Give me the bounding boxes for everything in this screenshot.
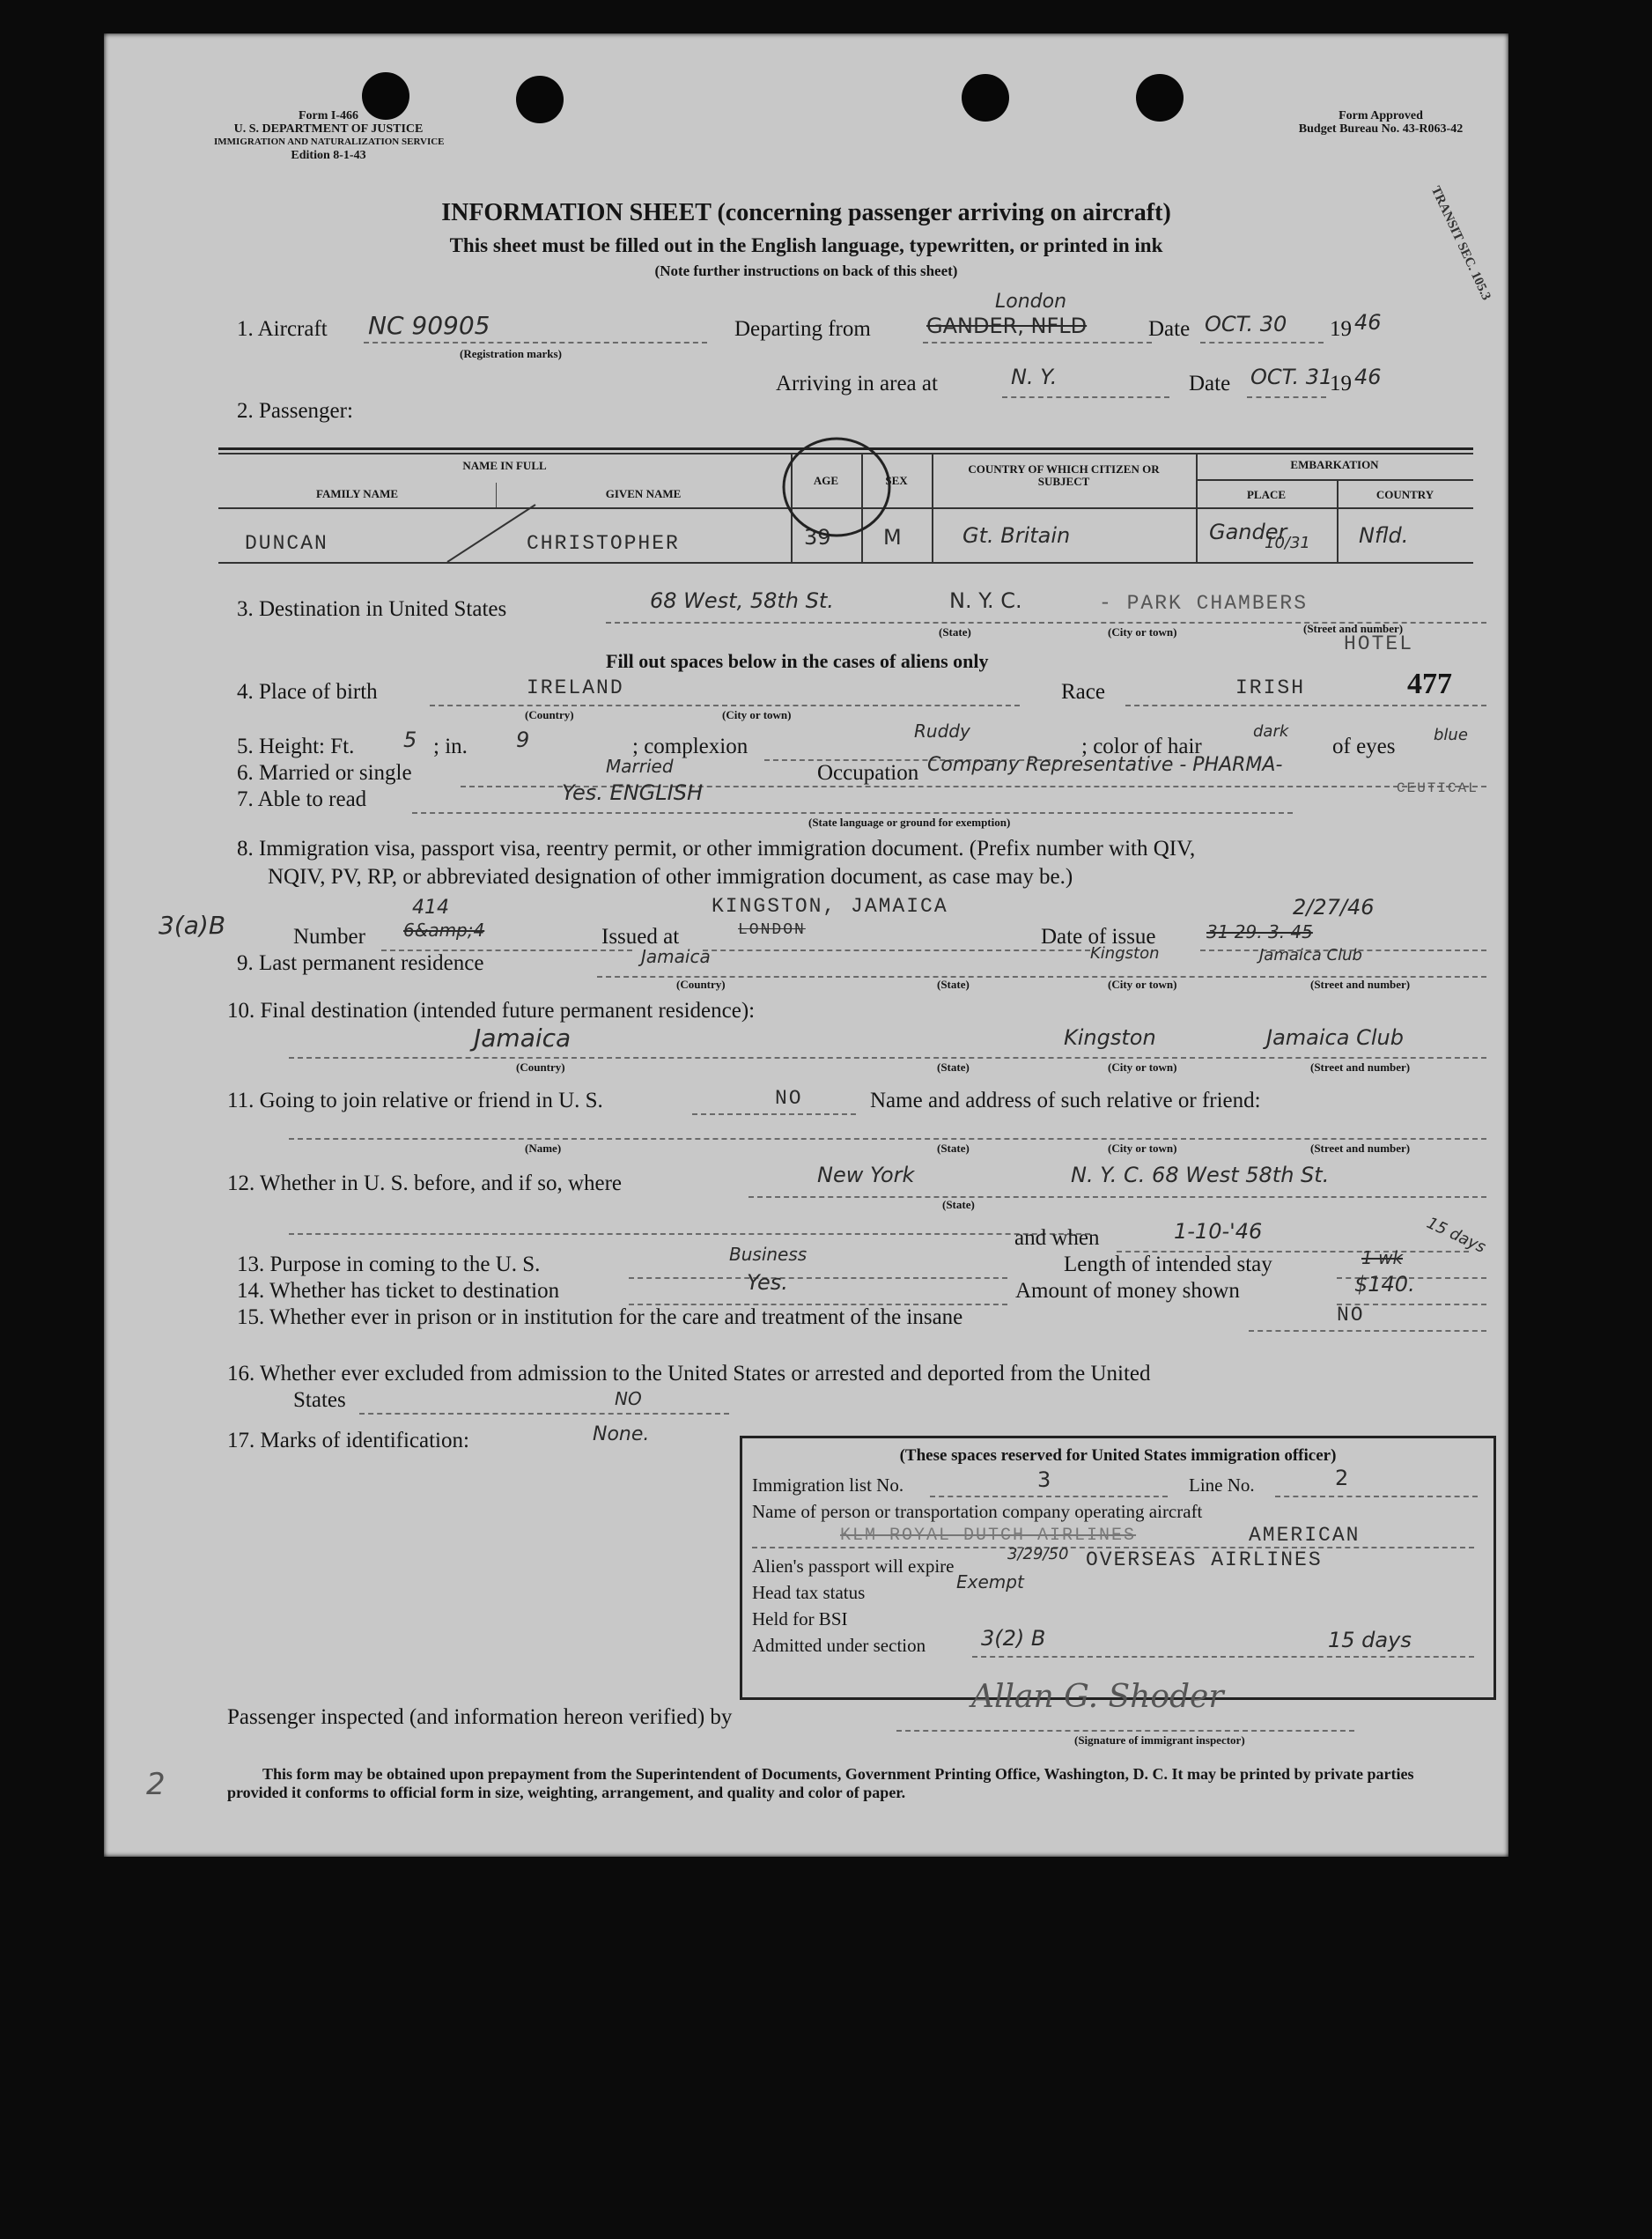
country-caption: (Country) (676, 978, 726, 991)
operator-struck: KLM ROYAL DUTCH AIRLINES (840, 1526, 1137, 1546)
purpose-value: Business (729, 1244, 808, 1265)
circled-mark (773, 421, 905, 553)
given-name-header: GIVEN NAME (605, 487, 682, 500)
read-value: Yes. ENGLISH (562, 780, 703, 805)
embarkation-header: EMBARKATION (1290, 458, 1379, 471)
number-value: 414 (412, 897, 449, 919)
departing-value: GANDER, NFLD (926, 314, 1088, 338)
final-destination-country: Jamaica (474, 1023, 572, 1053)
ticket-value: Yes. (747, 1270, 788, 1295)
previous-visit-address: N. Y. C. 68 West 58th St. (1071, 1163, 1330, 1187)
destination-label: 3. Destination in United States (237, 597, 507, 621)
number-label: Number (293, 925, 365, 949)
destination-city: N. Y. C. (949, 588, 1022, 613)
final-destination-label: 10. Final destination (intended future permanent residence): (227, 999, 756, 1023)
table-rule (218, 562, 1473, 564)
given-name-value: CHRISTOPHER (527, 532, 680, 555)
issued-line (703, 950, 1090, 951)
read-caption: (State language or ground for exemption) (808, 816, 1011, 829)
issued-label: Issued at (601, 925, 680, 949)
inspected-label: Passenger inspected (and information hereon verified) by (227, 1705, 733, 1729)
edition: Edition 8-1-43 (291, 149, 366, 162)
previous-visit-line (749, 1196, 1486, 1198)
inches-label: ; in. (433, 735, 468, 758)
issued-struck: LONDON (738, 921, 806, 939)
admitted-days: 15 days (1328, 1628, 1412, 1652)
join-relative-label: 11. Going to join relative or friend in U. S. (227, 1089, 603, 1112)
prison-value: NO (1337, 1304, 1365, 1326)
prison-line (1249, 1330, 1486, 1332)
admitted-value: 3(2) B (981, 1626, 1046, 1651)
departure-date-label: Date (1148, 317, 1191, 341)
city-caption: (City or town) (1108, 1142, 1177, 1155)
hair-label: ; color of hair (1081, 735, 1202, 758)
excluded-line-1: 16. Whether ever excluded from admission to the United States or arrested and deported from the United (227, 1362, 1151, 1386)
signature-line (896, 1730, 1354, 1732)
arriving-label: Arriving in area at (776, 372, 938, 395)
height-inches: 9 (516, 728, 530, 752)
arrival-date-label: Date (1189, 372, 1231, 395)
stay-label: Length of intended stay (1064, 1253, 1272, 1276)
bsi-label: Held for BSI (752, 1608, 848, 1629)
birth-city-caption: (City or town) (722, 708, 792, 721)
street-caption: (Street and number) (1310, 1142, 1411, 1155)
issue-date: 2/27/46 (1293, 895, 1375, 920)
form-sheet (104, 33, 1508, 1857)
citizenship-header: COUNTRY OF WHICH CITIZEN OR SUBJECT (968, 462, 1160, 488)
birth-country-caption: (Country) (525, 708, 574, 721)
occupation-value: Company Representative - PHARMA- (927, 754, 1283, 776)
list-no-line (930, 1496, 1168, 1497)
state-caption: (State) (937, 1142, 970, 1155)
state-caption: (State) (942, 1198, 975, 1211)
last-residence-label: 9. Last permanent residence (237, 951, 484, 975)
admitted-line (972, 1656, 1474, 1658)
department-header (214, 109, 443, 162)
state-caption: (State) (937, 1060, 970, 1074)
head-tax-value: Exempt (956, 1571, 1024, 1592)
footer-note: This form may be obtained upon prepayment from the Superintendent of Documents, Government Printing Office, Washington, D. C. It may be printed by private parties provided it conforms to official form in size, weighting, arrangement, and quality and color of paper. (227, 1765, 1414, 1801)
departure-year: 46 (1354, 310, 1382, 335)
hair-value: dark (1253, 722, 1289, 741)
identification-label: 17. Marks of identification: (227, 1429, 469, 1452)
list-no-value: 3 (1037, 1467, 1051, 1492)
form-note: (Note further instructions on back of this sheet) (654, 262, 958, 279)
join-relative-value: NO (775, 1087, 803, 1110)
excluded-line-2: States (293, 1388, 346, 1412)
departing-label: Departing from (734, 317, 871, 341)
when-days: 15 days (1423, 1213, 1489, 1258)
birthplace-line (430, 705, 1020, 706)
issue-date-label: Date of issue (1041, 925, 1156, 949)
punch-hole (1136, 74, 1184, 122)
aircraft-line (364, 342, 707, 344)
previous-visit-state: New York (817, 1163, 915, 1187)
arriving-value: N. Y. (1011, 365, 1058, 389)
departure-date-line (1200, 342, 1324, 344)
line-no-value: 2 (1335, 1466, 1349, 1490)
citizenship-value: Gt. Britain (962, 523, 1071, 548)
eyes-value: blue (1434, 726, 1468, 744)
stay-struck: 1 wk (1361, 1247, 1404, 1268)
occupation-continued: CEUTICAL (1397, 780, 1479, 796)
departing-line (923, 342, 1152, 344)
operator-value: AMERICAN (1249, 1524, 1361, 1547)
table-col (932, 453, 933, 562)
destination-street: - PARK CHAMBERS (1099, 592, 1309, 615)
passport-value: 3/29/50 (1007, 1545, 1069, 1563)
prison-label: 15. Whether ever in prison or in institution for the care and treatment of the insane (237, 1305, 963, 1329)
form-subtitle: This sheet must be filled out in the English language, typewritten, or printed in ink (449, 234, 1163, 256)
name-caption: (Name) (525, 1142, 562, 1155)
eyes-label: of eyes (1332, 735, 1396, 758)
marital-value: Married (606, 756, 674, 777)
document-line-2: NQIV, PV, RP, or abbreviated designation of other immigration document, as case may be.) (268, 865, 1073, 889)
arrival-date-line (1247, 396, 1326, 398)
issued-value: KINGSTON, JAMAICA (712, 895, 948, 918)
approval-header (1266, 109, 1495, 136)
officer-box-title: (These spaces reserved for United States immigration officer) (899, 1446, 1337, 1465)
age-value: 39 (804, 525, 831, 550)
line-no-line (1275, 1496, 1478, 1497)
purpose-label: 13. Purpose in coming to the U. S. (237, 1253, 541, 1276)
street-caption: (Street and number) (1303, 622, 1404, 635)
relative-address-line (289, 1138, 1486, 1140)
service: IMMIGRATION AND NATURALIZATION SERVICE (214, 137, 445, 147)
birthplace-country: IRELAND (527, 676, 624, 699)
arrival-date: OCT. 31 (1250, 365, 1333, 389)
complexion-value: Ruddy (914, 720, 970, 742)
check-mark (439, 500, 544, 571)
admitted-label: Admitted under section (752, 1635, 926, 1656)
marital-label: 6. Married or single (237, 761, 412, 785)
place-header: PLACE (1246, 488, 1287, 501)
aircraft-value: NC 90905 (368, 311, 490, 340)
embarkation-country-header: COUNTRY (1375, 488, 1434, 501)
destination-hotel: HOTEL (1344, 632, 1414, 655)
excluded-value: NO (615, 1388, 642, 1409)
relative-address-label: Name and address of such relative or friend: (870, 1089, 1261, 1112)
street-caption: (Street and number) (1310, 978, 1411, 991)
sex-header: SEX (885, 474, 908, 487)
departing-correction: London (995, 291, 1067, 313)
arrival-year: 46 (1354, 365, 1382, 389)
punch-hole (516, 76, 564, 123)
family-name-value: DUNCAN (245, 532, 328, 555)
previous-visit-line-2 (289, 1233, 1090, 1235)
ticket-label: 14. Whether has ticket to destination (237, 1279, 560, 1303)
aliens-only-note: Fill out spaces below in the cases of aliens only (606, 650, 989, 672)
passport-label: Alien's passport will expire (752, 1555, 955, 1577)
embarkation-place-note: 10/31 (1265, 534, 1310, 552)
margin-mark: 2 (146, 1767, 166, 1802)
purpose-line (629, 1277, 1007, 1279)
inspector-signature: Allan G. Shoder (971, 1679, 1224, 1715)
final-destination-street: Jamaica Club (1266, 1025, 1404, 1050)
birthplace-label: 4. Place of birth (237, 680, 378, 704)
embarkation-place: Gander (1209, 520, 1287, 544)
arriving-line (1002, 396, 1169, 398)
race-label: Race (1061, 680, 1105, 704)
city-caption: (City or town) (1108, 625, 1177, 639)
race-code: 477 (1407, 668, 1452, 700)
read-line (412, 812, 1293, 814)
budget-bureau: Budget Bureau No. 43-R063-42 (1298, 122, 1464, 136)
document-line-1: 8. Immigration visa, passport visa, reentry permit, or other immigration document. (Prefix number with QIV, (237, 837, 1196, 861)
state-caption: (State) (939, 625, 971, 639)
previous-visit-label: 12. Whether in U. S. before, and if so, where (227, 1171, 623, 1195)
join-relative-line (692, 1113, 856, 1115)
sex-value: M (883, 525, 902, 550)
signature-caption: (Signature of immigrant inspector) (1074, 1733, 1245, 1747)
operator-value-2: OVERSEAS AIRLINES (1086, 1548, 1323, 1571)
passenger-label: 2. Passenger: (237, 399, 353, 423)
race-line (1125, 705, 1486, 706)
head-tax-label: Head tax status (752, 1582, 866, 1603)
last-residence-country: Jamaica (641, 946, 711, 967)
country-caption: (Country) (516, 1060, 565, 1074)
city-caption: (City or town) (1108, 978, 1177, 991)
last-residence-street: Jamaica Club (1259, 946, 1362, 964)
registration-caption: (Registration marks) (460, 347, 562, 360)
transit-stamp: TRANSIT SEC. 105.3 (1427, 184, 1493, 303)
race-value: IRISH (1235, 676, 1306, 699)
name-in-full-header: NAME IN FULL (462, 459, 547, 472)
form-title: INFORMATION SHEET (concerning passenger arriving on aircraft) (441, 199, 1171, 226)
departure-date: OCT. 30 (1205, 312, 1287, 336)
street-caption: (Street and number) (1310, 1060, 1411, 1074)
state-caption: (State) (937, 978, 970, 991)
department: U. S. DEPARTMENT OF JUSTICE (233, 122, 424, 136)
excluded-line (359, 1413, 729, 1415)
family-name-header: FAMILY NAME (315, 487, 399, 500)
margin-section-note: 3(a)B (159, 911, 226, 940)
line-no-label: Line No. (1189, 1474, 1255, 1496)
number-struck: 6&amp;4 (403, 920, 485, 941)
operator-label: Name of person or transportation company operating aircraft (752, 1501, 1203, 1522)
arrival-year-prefix: 19 (1330, 372, 1352, 395)
final-destination-line (289, 1057, 1486, 1059)
complexion-label: ; complexion (632, 735, 749, 758)
list-no-label: Immigration list No. (752, 1474, 904, 1496)
identification-value: None. (593, 1423, 650, 1445)
table-rule (1196, 479, 1473, 481)
last-residence-city: Kingston (1090, 944, 1160, 963)
occupation-label: Occupation (817, 761, 919, 785)
embarkation-country: Nfld. (1359, 523, 1409, 548)
punch-hole (962, 74, 1009, 122)
height-label: 5. Height: Ft. (237, 735, 355, 758)
height-feet: 5 (403, 728, 417, 752)
when-value: 1-10-'46 (1174, 1219, 1263, 1244)
issue-date-struck: 31 29. 3. 45 (1206, 921, 1313, 942)
city-caption: (City or town) (1108, 1060, 1177, 1074)
aircraft-label: 1. Aircraft (237, 317, 328, 341)
form-approved: Form Approved (1339, 109, 1423, 122)
money-value: $140. (1354, 1272, 1415, 1297)
destination-address: 68 West, 58th St. (650, 588, 834, 613)
when-label: and when (1014, 1226, 1100, 1250)
departure-year-prefix: 19 (1330, 317, 1352, 341)
form-number: Form I-466 (298, 109, 359, 122)
age-header: AGE (813, 474, 839, 487)
read-label: 7. Able to read (237, 787, 367, 811)
final-destination-city: Kingston (1064, 1025, 1156, 1050)
money-label: Amount of money shown (1015, 1279, 1240, 1303)
